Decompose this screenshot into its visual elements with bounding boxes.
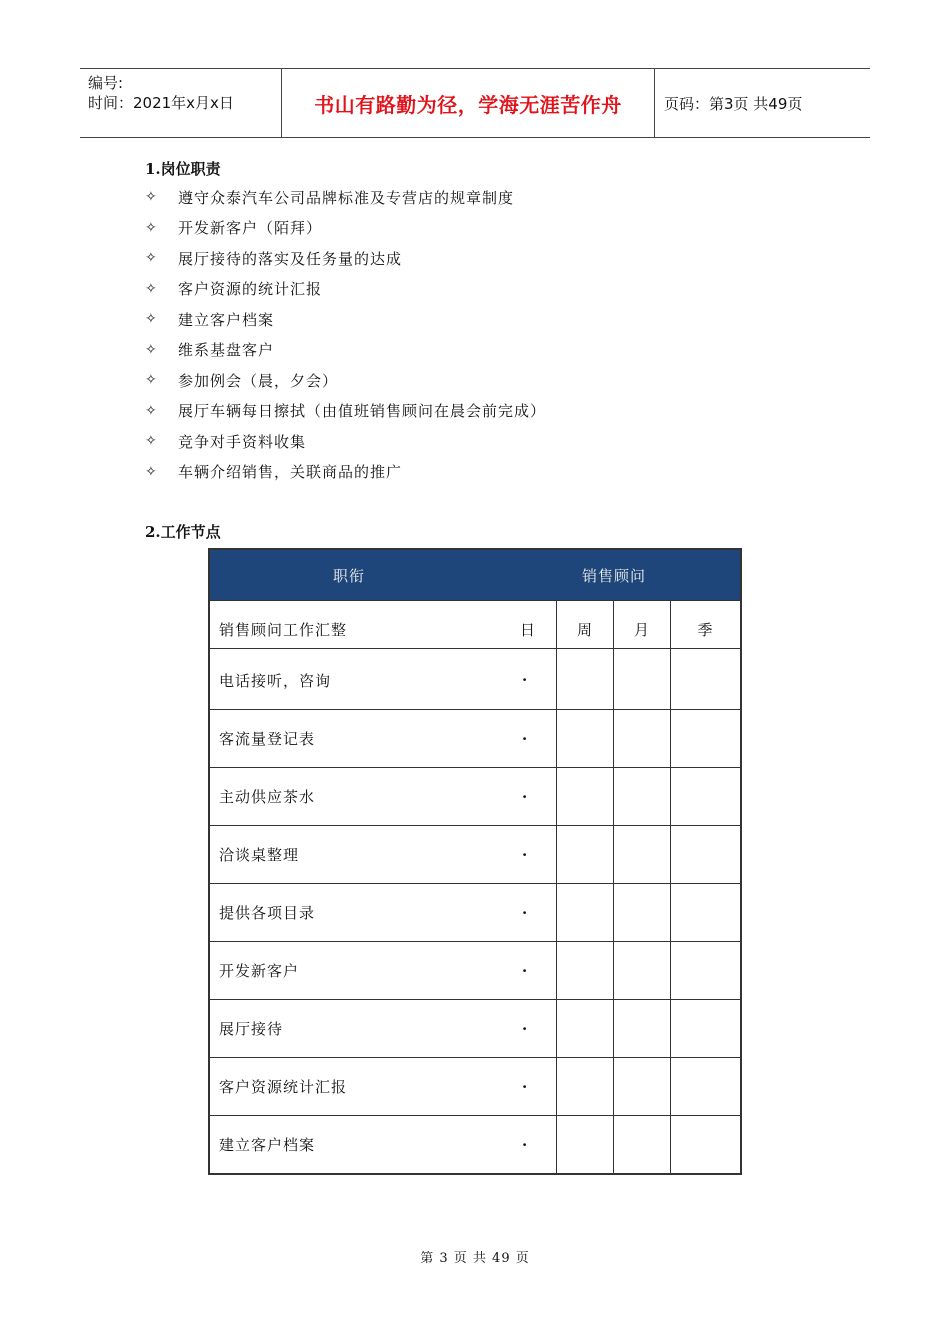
duty-text: 建立客户档案: [178, 310, 275, 329]
duty-text: 展厅接待的落实及任务量的达成: [178, 249, 403, 268]
task-cell: [210, 651, 556, 709]
task-label: 建立客户档案: [219, 1136, 316, 1154]
duty-text: 遵守众泰汽车公司品牌标准及专营店的规章制度: [178, 188, 515, 207]
month-cell: [613, 710, 670, 767]
task-cell: [210, 1000, 556, 1057]
table-row: [210, 1057, 740, 1115]
season-cell: [670, 768, 740, 825]
bullet-icon: ✧: [145, 280, 158, 297]
task-cell: [210, 884, 556, 941]
week-cell: [556, 710, 613, 767]
week-cell: [556, 1000, 613, 1057]
table-row: [210, 651, 740, 709]
month-cell: [613, 884, 670, 941]
season-cell: [670, 1000, 740, 1057]
month-cell: [613, 1058, 670, 1115]
header-season: 季: [670, 601, 740, 648]
daily-mark: ·: [522, 729, 529, 748]
page-footer: 第 3 页 共 49 页: [420, 1251, 530, 1266]
motto: 书山有路勤为径，学海无涯苦作舟: [314, 92, 622, 117]
header-divider: [654, 69, 655, 137]
month-cell: [613, 942, 670, 999]
table-row: [210, 825, 740, 883]
time-label: 时间：2021年x月x日: [88, 94, 234, 112]
task-cell: [210, 826, 556, 883]
duty-item: [145, 426, 546, 457]
season-cell: [670, 1058, 740, 1115]
table-row: [210, 1115, 740, 1173]
daily-mark: ·: [522, 1135, 529, 1154]
duty-text: 竞争对手资料收集: [178, 432, 307, 451]
month-cell: [613, 1000, 670, 1057]
bullet-icon: ✧: [145, 311, 158, 328]
header-week: 周: [556, 601, 613, 648]
task-cell: [210, 942, 556, 999]
task-cell: [210, 710, 556, 767]
table-title-row: [210, 550, 740, 600]
duty-item: [145, 304, 546, 335]
week-cell: [556, 1116, 613, 1173]
header-task-label: 销售顾问工作汇整: [219, 621, 348, 639]
duty-text: 车辆介绍销售，关联商品的推广: [178, 463, 403, 482]
season-cell: [670, 942, 740, 999]
duty-item: [145, 243, 546, 274]
week-cell: [556, 884, 613, 941]
duty-item: [145, 182, 546, 213]
table-body: [210, 651, 740, 1173]
duty-text: 展厅车辆每日擦拭（由值班销售顾问在晨会前完成）: [178, 402, 547, 421]
week-cell: [556, 942, 613, 999]
duty-text: 维系基盘客户: [178, 341, 275, 360]
week-cell: [556, 768, 613, 825]
duty-text: 参加例会（晨，夕会）: [178, 371, 339, 390]
duty-item: [145, 396, 546, 427]
season-cell: [670, 1116, 740, 1173]
season-cell: [670, 826, 740, 883]
duty-text: 开发新客户（陌拜）: [178, 219, 323, 238]
duties-list: [145, 182, 546, 487]
daily-mark: ·: [522, 1019, 529, 1038]
task-cell: [210, 1058, 556, 1115]
daily-mark: ·: [522, 903, 529, 922]
daily-mark: ·: [522, 1077, 529, 1096]
table-row: [210, 709, 740, 767]
week-cell: [556, 651, 613, 709]
bullet-icon: ✧: [145, 250, 158, 267]
bullet-icon: ✧: [145, 219, 158, 236]
month-cell: [613, 1116, 670, 1173]
daily-mark: ·: [522, 845, 529, 864]
week-cell: [556, 826, 613, 883]
bullet-icon: ✧: [145, 341, 158, 358]
season-cell: [670, 651, 740, 709]
duty-item: [145, 365, 546, 396]
work-nodes-table: [208, 548, 742, 1175]
title-role-value: 销售顾问: [581, 566, 646, 585]
duty-item: [145, 274, 546, 305]
table-row: [210, 941, 740, 999]
header-month: 月: [613, 601, 670, 648]
duty-text: 客户资源的统计汇报: [178, 280, 323, 299]
table-row: [210, 883, 740, 941]
month-cell: [613, 768, 670, 825]
table-header-row: [210, 600, 740, 648]
section-title-duties: 1.岗位职责: [145, 160, 221, 178]
table-row: [210, 767, 740, 825]
bullet-icon: ✧: [145, 189, 158, 206]
page-header: [80, 68, 870, 138]
season-cell: [670, 710, 740, 767]
task-label: 展厅接待: [219, 1020, 284, 1038]
table-row: [210, 999, 740, 1057]
task-label: 客户资源统计汇报: [219, 1078, 348, 1096]
section-title-work-nodes: 2.工作节点: [145, 523, 221, 541]
task-label: 提供各项目录: [219, 904, 316, 922]
task-cell: [210, 1116, 556, 1173]
daily-mark: ·: [522, 787, 529, 806]
task-label: 洽谈桌整理: [219, 846, 300, 864]
duty-item: [145, 457, 546, 488]
month-cell: [613, 651, 670, 709]
task-label: 主动供应茶水: [219, 788, 316, 806]
number-label: 编号:: [88, 74, 124, 92]
month-cell: [613, 826, 670, 883]
bullet-icon: ✧: [145, 372, 158, 389]
page-info: 页码：第3页 共49页: [664, 94, 803, 113]
duty-item: [145, 213, 546, 244]
task-cell: [210, 768, 556, 825]
title-position-label: 职衔: [332, 566, 365, 585]
bullet-icon: ✧: [145, 402, 158, 419]
header-day: 日: [520, 621, 537, 639]
bullet-icon: ✧: [145, 433, 158, 450]
bullet-icon: ✧: [145, 463, 158, 480]
header-meta: [88, 73, 234, 113]
daily-mark: ·: [522, 961, 529, 980]
task-label: 电话接听，咨询: [219, 671, 332, 690]
header-task-cell: [210, 601, 556, 648]
task-label: 客流量登记表: [219, 730, 316, 748]
daily-mark: ·: [522, 671, 529, 689]
week-cell: [556, 1058, 613, 1115]
season-cell: [670, 884, 740, 941]
task-label: 开发新客户: [219, 962, 300, 980]
duty-item: [145, 335, 546, 366]
